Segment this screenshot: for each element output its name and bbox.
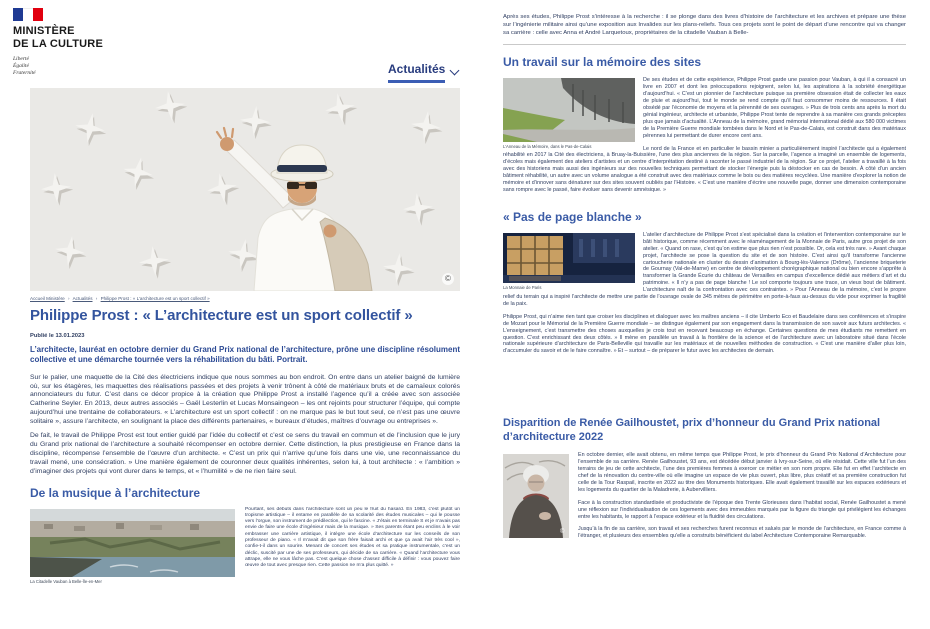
section-paragraph: Le nord de la France et en particulier le bassin minier a particulièrement inspiré l’architecte qui a également réhabilité en 2017 la Cité des électriciens, à Bruay-la-Buissière, l’une des plus anciennes de la région. Sur la parcelle, l’agence a imaginé un ensemble de logements, d’écoles mais également des ateliers d’artistes et un centre d’interprétation destiné à raconter le passé industriel de la région. Sur ce projet, l’atelier a travaillé à la fois avec des historiens mais aussi des ingénieurs sur des nouvelles techniques permettant de stocker l’énergie puis la déstocker en cas de besoin. À côté d’un ancien bâtiment réhabilité, un autre avec un volume analogue a été construit avec des matériaux comme le bois ou des matières recyclées. Une manière d’explorer la notion de mémoire et d’innover sans dénaturer sur des sites souvent oubliés par l’Histoire. « C’est une manière d’écrire une nouvelle page, donner une dimension contemporaine sans rompre avec le passé, faire évoluer sans devenir amnésique. » [503,145,906,193]
section-paragraph: En octobre dernier, elle avait obtenu, en même temps que Philippe Prost, le prix d’honneur du Grand Prix National d’Architecture pour l’ensemble de sa carrière. Renée Gailhoustet, 93 ans, est décédée début janvier à Ivry-sur-Seine, où elle résidait. Cette ville fut l’un des terrains de jeu de cette architecte, l’une des premières femmes à exercer ce métier en son nom propre. Elle fut en effet l’architecte en chef de la rénovation du centre-ville où elle imagine un espace de vie plus ouvert, plus libre, plus créatif et sa première construction fut celle de la Tour Raspail, inscrite en 2022 au titre des Monuments historiques. Elle avait également travaillé sur les espaces extérieurs et les logements du quartier de la Maladrerie, à Aubervilliers. [578,452,906,493]
article-column-1 [30,0,460,629]
article-lead: L’architecte, lauréat en octobre dernier du Grand Prix national de l’architecture, prône une discipline résolument collective et une démarche tournée vers la réhabilitation du bâti. Portrait. [30,345,460,365]
anneau-photo-illustration [503,78,635,142]
section-music [30,507,460,586]
gailhoustet-photo-illustration [503,454,569,538]
breadcrumb-home[interactable]: Accueil Ministère [30,296,65,301]
section-paragraph: Philippe Prost, qui n’aime rien tant que croiser les disciplines et dialoguer avec les maîtres anciens – il cite Umberto Eco et Baudelaire dans ses conférences et s’inspire de Mozart pour le Mémorial de la Première Guerre mondiale – se distingue également par son engagement dans la transmission de son savoir aux futurs architectes. « L’enseignement, c’est transmettre des choses auxquelles je crois tout en recevant beaucoup en échange. Certaines questions de mes étudiants me remettent en question. C’est enrichissant des deux côtés. » Il mène en parallèle un travail à la frontière de la science et de l’architecture avec un laboratoire situé dans l’école nationale supérieure d’architecture de Paris-Belleville qui travaille sur les matériaux et de nouvelles méthodes de construction. « C’est une manière d’aller plus loin, d’accumuler du savoir et de le faire connaître. » Et – surtout – de préparer le futur avec les architectes de demain. [503,313,906,355]
section-paragraph: Jusqu’à la fin de sa carrière, son travail et ses recherches furent reconnus et salués par le monde de l’architecture, en France comme à l’étranger, et plusieurs des ensembles qu’elle a construits bénéficient du label Architecture Contemporaine Remarquable. [578,526,906,540]
section-heading-memoire: Un travail sur la mémoire des sites [503,55,702,70]
separator-line [503,44,906,45]
publish-date: Publié le 13.01.2023 [30,333,85,339]
nav-item-actualites[interactable]: Actualités [388,62,445,83]
section-paragraph: L’atelier d’architecture de Philippe Prost s’est spécialisé dans la création et l’intervention contemporaine sur le bâti historique, comme récemment avec le réaménagement de la Monnaie de Paris, autre gros projet de son atelier. « Quand on rase, c’est qu’on estime que plus rien n’est possible. Or, cela est très rare. » Avant chaque projet, l’architecte se pose la question du site et de son histoire. C’est ainsi qu’il transforme l’ancienne cartoucherie nationale en cluster du dessin d’animation à Bourg-lès-Valence (Drôme), l’ancienne briqueterie de Gournay (Val-de-Marne) en centre de développement chorégraphique national ou bien encore s’apprête à transformer la Grande Écurie du château de Versailles en campus d’excellence dédié aux métiers d’art et du patrimoine. « Il n’y a pas de page blanche ! Le sol comporte toujours une trace, un vieux bout de bâtiment. L’architecture naît de la confrontation avec ces contraintes. » Pour l’Anneau de la mémoire, c’est le propre relief du terrain qui a inspiré l’architecte de mettre une partie de l’ouvrage ovale de 345 mètres de périmètre en porte-à-faux au-dessus du vide pour exprimer la fragilité de la paix. [503,231,906,307]
monnaie-photo [503,233,635,290]
breadcrumb-current[interactable]: Philippe Prost : « L’architecture est un sport collectif » [100,296,210,301]
music-paragraph: Pourtant, ses débuts dans l’architecture sont un peu le fruit du hasard. En 1983, c’est plutôt un tropisme artistique – il entame en parallèle de sa scolarité des études musicales – qui le pousse vers l’orgue, son instrument de prédilection, qui le fascine. « J’étais en terminale S et je n’avais pas envie de faire une école d’ingénieur mais de la musique. » Ses parents étant peu enclins à le voir embrasser une carrière artistique, il intègre une école d’architecture sur les conseils de son professeur de piano. « Il m’avait dit que son frère faisait archi et que ça avait l’air très cool », confie-t-il dans un sourire. Menant de concert ses études et sa pratique instrumentale, c’est un déclic, suscité par une de ses professeurs, qui décide de sa carrière. « Quand l’architecture vous attrape, elle ne vous lâche pas. C’est quelque chose d’assez difficile à définir : vous pouvez faire œuvre de tout avec presque rien. Cette passion ne m’a plus quitté. » [245,506,460,569]
section-gailhoustet [503,452,906,546]
gailhoustet-photo [503,454,569,538]
section-heading-page-blanche: « Pas de page blanche » [503,209,642,224]
ministry-name: MINISTÈRE DE LA CULTURE [13,25,103,50]
hero-photo-illustration [30,88,460,291]
article-column-2 [503,14,906,629]
breadcrumb [30,296,460,301]
page-title: Philippe Prost : « L’architecture est un sport collectif » [30,307,413,324]
section-paragraph: Face à la construction standardisée et productiviste de l’époque des Trente Glorieuses dans l’habitat social, Renée Gailhoustet a mené une réflexion sur l’individualisation de ces logements avec des immeubles marqués par la figure du triangle qui privilégient les échanges entre les habitants, le rapport à l’espace extérieur et la fluidité des circulations. [578,499,906,520]
section-memoire [503,77,906,200]
section-heading-gailhoustet: Disparition de Renée Gailhoustet, prix d’honneur du Grand Prix national d’architecture 2022 [503,417,881,443]
monnaie-photo-illustration [503,233,635,283]
section-paragraph: De ses études et de cette expérience, Philippe Prost garde une passion pour Vauban, à qui il a consacré un livre en 2007 et dont les préoccupations rejoignent, selon lui, les aspirations à la sobriété énergétique d’aujourd’hui. « C’est un pionnier de l’architecture puisque sa première obsession était de collecter les eaux de pluie et aujourd’hui, tout le monde se rend compte qu’il faut consommer moins de ressources. Il était obsédé par l’économie de moyens et la pérennité de ses ouvrages. » Plus de trois cents ans après la mort du génial ingénieur, architecte et urbaniste, Philippe Prost tente de reprendre à sa manière ces grands préceptes plus que jamais d’actualité. L’Anneau de la mémoire, grand mémorial international dédié aux 580 000 victimes de la Première Guerre mondiale tombées dans le Nord et le Pas-de-Calais, est construit dans des matériaux pérennes lui permettant de durer encore cent ans. [643,77,906,139]
citadelle-photo-illustration [30,509,235,577]
citadelle-photo [30,509,235,584]
monnaie-caption: La Monnaie de Paris [503,284,542,290]
republic-motto: Liberté Égalité Fraternité [13,56,36,76]
breadcrumb-separator: › [68,296,70,301]
anneau-photo [503,78,635,149]
article-paragraph: De fait, le travail de Philippe Prost est tout entier guidé par l’idée du collectif et c’est ce sens du travail en commun et de l’inclusion que le jury du Grand prix national de l’architecture a souhaité récompenser en octobre dernier. Cette distinction, la plus prestigieuse en France dans la discipline, récompense l’ensemble de l’œuvre d’un architecte. « C’est un prix qui n’arrive qu’une fois dans une vie, une reconnaissance du travail mené, une consécration. » Une manière également de couronner deux qualités inhérentes, selon lui, à tout architecte : « l’ambition » d’imaginer des projets qui vont durer dans le temps, et « l’humilité » de ne rien faire seul. [30,432,460,475]
copyright-mark: © [560,529,565,536]
hero-photo [30,88,460,291]
anneau-caption: L’Anneau de la Mémoire, dans le Pas-de-Calais [503,144,592,150]
breadcrumb-actualites[interactable]: Actualités [72,296,93,301]
section-page-blanche [503,232,906,361]
article-paragraph: Sur le palier, une maquette de la Cité des électriciens indique que nous sommes au bon endroit. On entre dans un atelier baigné de lumière où, sur les étagères, les maquettes des réalisations passées et des projets à venir trônent à côté de matériaux bruts et de camaïeux colorés annonciateurs du futur. C’est dans ce décor propice à la création que Philippe Prost a installé l’agence qu’il a créée avec son associée Catherine Seyler. En 2013, deux autres associés – Gaël Lesterlin et Lucas Monsaingeon – les ont rejoints pour structurer l’équipe, qui compte aujourd’hui une trentaine de collaborateurs. « L’architecture est un sport collectif : on ne marque pas le but tout seul, ce n’est pas une œuvre solitaire », assure l’architecte, en soulignant la place des différents partenaires, « bureaux d’études, maîtres d’ouvrage ou entreprises ». [30,373,460,426]
citadelle-caption: La Citadelle Vauban à Belle-Île-en-Mer [30,578,102,584]
breadcrumb-separator: › [95,296,98,301]
section-heading-music: De la musique à l’architecture [30,485,201,500]
copyright-badge: © [442,273,454,285]
continued-paragraph: Après ses études, Philippe Prost s’intéresse à la recherche : il se plonge dans des livres d’histoire de l’architecture et les archives et prépare une thèse sur l’ingénierie militaire ainsi qu’une exposition aux Invalides sur les plans-reliefs. Tous ces projets sont le point de départ d’une rencontre qui va changer sa carrière : celle avec Anna et André Larquetoux, propriétaires de la citadelle Vauban à Belle- [503,14,906,36]
